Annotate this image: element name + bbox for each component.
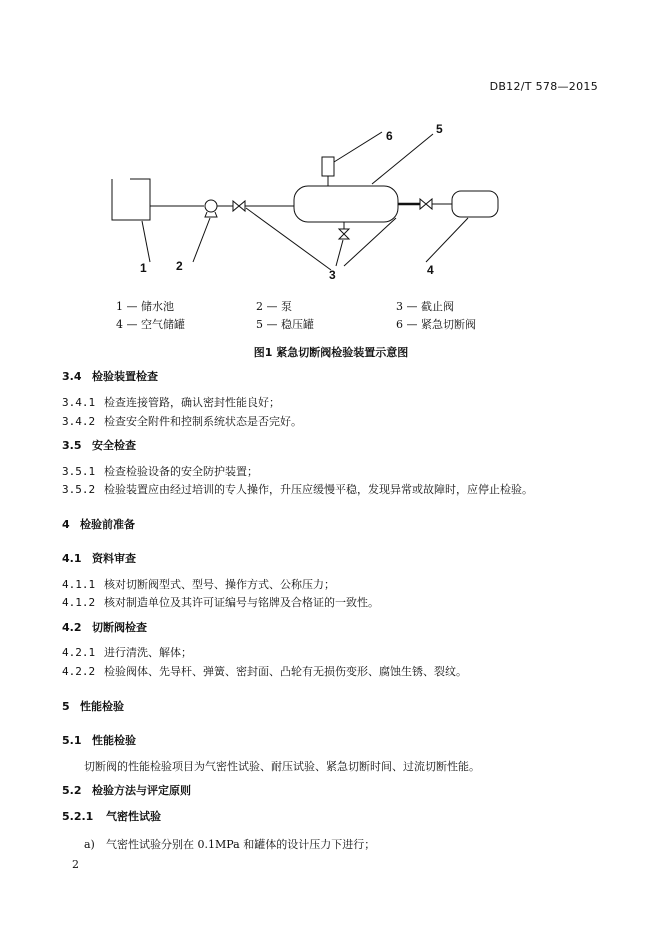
section-heading: 3.5 安全检查: [62, 439, 136, 452]
paragraph: 3.4.2 检查安全附件和控制系统状态是否完好。: [62, 415, 302, 428]
callout-3: 3: [329, 268, 336, 282]
section-heading: 4.1 资料审查: [62, 552, 136, 565]
stop-valve-right-shape: [420, 199, 432, 209]
water-tank-shape: [112, 179, 150, 220]
chapter-heading: 5 性能检验: [62, 700, 124, 713]
air-tank-shape: [452, 191, 498, 217]
paragraph: 4.1.2 核对制造单位及其许可证编号与铭牌及合格证的一致性。: [62, 596, 379, 609]
callout-5: 5: [436, 122, 443, 136]
paragraph: 4.2.1 进行清洗、解体；: [62, 646, 192, 659]
legend-item-shutoff-valve: 6 — 紧急切断阀: [396, 318, 476, 331]
callout-1: 1: [140, 261, 147, 275]
legend-item-stabilizer-tank: 5 — 稳压罐: [256, 318, 314, 331]
list-item: a) 气密性试验分别在 0.1MPa 和罐体的设计压力下进行；: [84, 838, 376, 851]
subsection-heading: 5.2.1 气密性试验: [62, 810, 161, 823]
chapter-heading: 4 检验前准备: [62, 518, 135, 531]
legend-row: [116, 297, 536, 315]
section-heading: 3.4 检验装置检查: [62, 370, 158, 383]
figure-caption: 图1 紧急切断阀检验装置示意图: [253, 346, 409, 359]
section-heading: 5.1 性能检验: [62, 734, 136, 747]
paragraph: 3.5.2 检验装置应由经过培训的专人操作，升压应缓慢平稳，发现异常或故障时，应停止检验。: [62, 483, 533, 496]
section-heading: 5.2 检验方法与评定原则: [62, 784, 191, 797]
callout-2: 2: [176, 259, 183, 273]
paragraph: 4.1.1 核对切断阀型式、型号、操作方式、公称压力；: [62, 578, 335, 591]
callout-4: 4: [427, 263, 434, 277]
legend-item-stop-valve: 3 — 截止阀: [396, 300, 454, 313]
page-number: 2: [72, 858, 79, 871]
shutoff-valve-shape: [322, 157, 334, 176]
stop-valve-bottom-shape: [339, 229, 349, 239]
stabilizer-tank-shape: [294, 186, 398, 222]
pump-shape: [205, 200, 217, 212]
apparatus-diagram: [0, 0, 662, 300]
callout-6: 6: [386, 129, 393, 143]
legend-row: [116, 315, 536, 333]
legend-item-water-tank: 1 — 储水池: [116, 300, 174, 313]
paragraph: 3.5.1 检查检验设备的安全防护装置；: [62, 465, 258, 478]
paragraph: 4.2.2 检验阀体、先导杆、弹簧、密封面、凸轮有无损伤变形、腐蚀生锈、裂纹。: [62, 665, 467, 678]
doc-code: DB12/T 578—2015: [489, 80, 598, 93]
legend-item-pump: 2 — 泵: [256, 300, 292, 313]
legend-item-air-tank: 4 — 空气储罐: [116, 318, 185, 331]
figure-legend: [116, 297, 536, 333]
stop-valve-left-shape: [233, 201, 245, 211]
section-heading: 4.2 切断阀检查: [62, 621, 147, 634]
paragraph: 3.4.1 检查连接管路，确认密封性能良好；: [62, 396, 280, 409]
paragraph: 切断阀的性能检验项目为气密性试验、耐压试验、紧急切断时间、过流切断性能。: [84, 760, 480, 773]
